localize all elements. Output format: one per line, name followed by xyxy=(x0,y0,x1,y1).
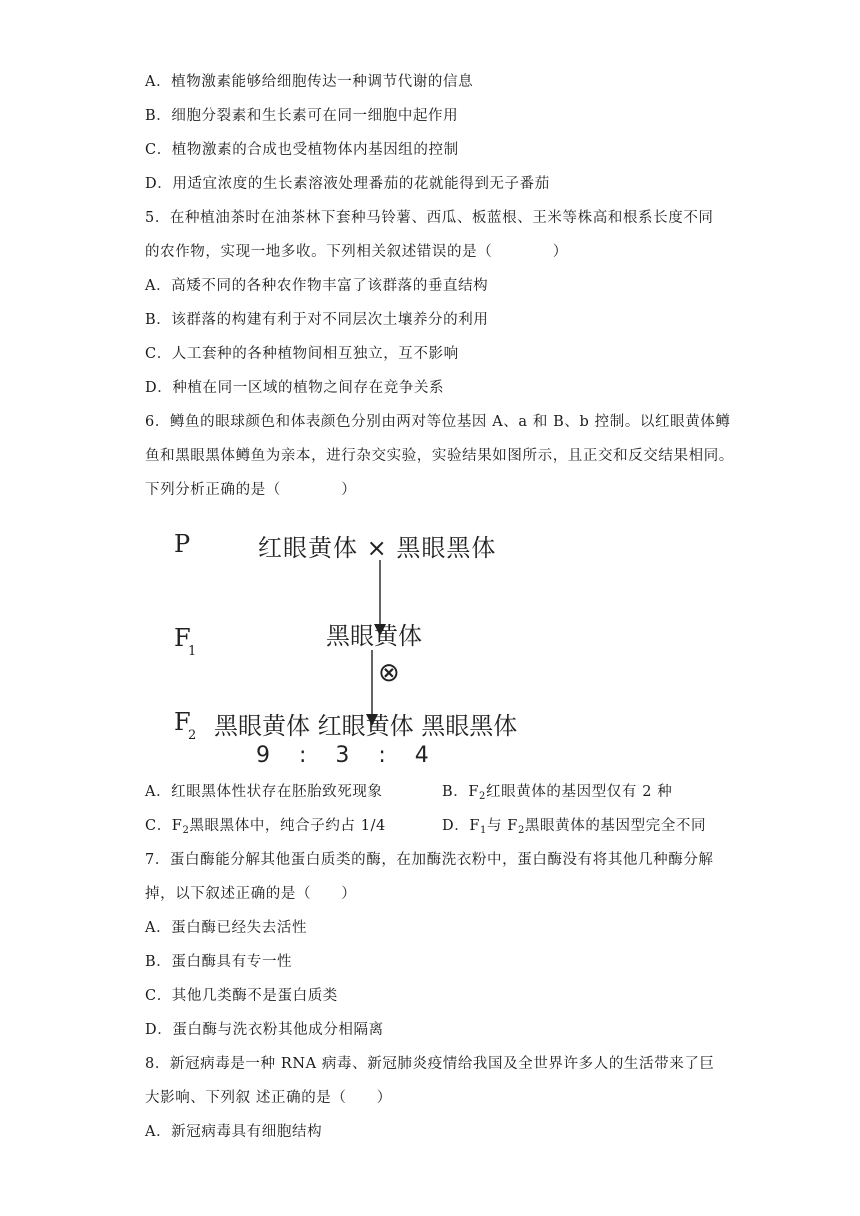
q6-option-d-subscript-1: 1 xyxy=(480,825,487,836)
p-cross-text: 红眼黄体 × 黑眼黑体 xyxy=(258,534,497,562)
q6-option-b xyxy=(442,782,672,807)
q6-option-d-mid: 与 F xyxy=(486,818,518,834)
q6-option-a: A．红眼黑体性状存在胚胎致死现象 xyxy=(145,784,383,800)
f1-label-text: F xyxy=(174,624,191,652)
q4-option-c: C．植物激素的合成也受植物体内基因组的控制 xyxy=(145,142,459,158)
f2-generation-label xyxy=(174,708,197,743)
q6-option-c xyxy=(145,816,386,841)
f2-label-text: F xyxy=(174,708,191,736)
q6-option-b-subscript: 2 xyxy=(479,791,486,802)
q7-option-c: C．其他几类酶不是蛋白质类 xyxy=(145,988,338,1004)
q6-option-c-prefix: C．F xyxy=(145,818,183,834)
f1-generation-label xyxy=(174,624,197,659)
q5-option-a: A．高矮不同的各种农作物丰富了该群落的垂直结构 xyxy=(145,278,489,294)
q8-stem-line-1: 8．新冠病毒是一种 RNA 病毒、新冠肺炎疫情给我国及全世界许多人的生活带来了巨 xyxy=(145,1056,715,1072)
q4-option-b: B．细胞分裂素和生长素可在同一细胞中起作用 xyxy=(145,108,459,124)
q6-option-d xyxy=(442,816,706,841)
f1-phenotype: 黑眼黄体 xyxy=(326,622,422,650)
f1-label-subscript: 1 xyxy=(188,644,197,659)
q5-stem-line-2: 的农作物，实现一地多收。下列相关叙述错误的是（ ） xyxy=(145,244,568,260)
q6-option-b-prefix: B．F xyxy=(442,784,480,800)
q6-option-d-prefix: D．F xyxy=(442,818,480,834)
f2-label-subscript: 2 xyxy=(188,728,197,743)
q6-stem-line-3: 下列分析正确的是（ ） xyxy=(145,482,357,498)
q6-option-b-text: 红眼黄体的基因型仅有 2 种 xyxy=(486,784,673,800)
q5-option-b: B．该群落的构建有利于对不同层次土壤养分的利用 xyxy=(145,312,489,328)
q5-option-c: C．人工套种的各种植物间相互独立，互不影响 xyxy=(145,346,459,362)
f2-ratio: 9 : 3 : 4 xyxy=(256,743,429,768)
q7-option-b: B．蛋白酶具有专一性 xyxy=(145,954,293,970)
q4-option-d: D．用适宜浓度的生长素溶液处理番茄的花就能得到无子番茄 xyxy=(145,176,550,192)
q7-option-a: A．蛋白酶已经失去活性 xyxy=(145,920,308,936)
q5-option-d: D．种植在同一区域的植物之间存在竞争关系 xyxy=(145,380,445,396)
q5-stem-line-1: 5．在种植油茶时在油茶林下套种马铃薯、西瓜、板蓝根、王米等株高和根系长度不同 xyxy=(145,210,714,226)
q7-option-d: D．蛋白酶与洗衣粉其他成分相隔离 xyxy=(145,1022,384,1038)
q6-stem-line-2: 鱼和黑眼黑体鳟鱼为亲本，进行杂交实验，实验结果如图所示，且正交和反交结果相同。 xyxy=(145,448,734,464)
q7-stem-line-1: 7．蛋白酶能分解其他蛋白质类的酶，在加酶洗衣粉中，蛋白酶没有将其他几种酶分解 xyxy=(145,852,714,868)
cross-diagram xyxy=(170,520,550,770)
q7-stem-line-2: 掉，以下叙述正确的是（ ） xyxy=(145,886,357,902)
q4-option-a: A．植物激素能够给细胞传达一种调节代谢的信息 xyxy=(145,74,474,90)
q8-stem-line-2: 大影响、下列叙 述正确的是（ ） xyxy=(145,1090,392,1106)
selfing-icon: ⊗ xyxy=(378,658,400,688)
q6-option-d-text: 黑眼黄体的基因型完全不同 xyxy=(524,818,707,834)
f2-phenotypes: 黑眼黄体 红眼黄体 黑眼黑体 xyxy=(214,712,518,740)
q8-option-a: A．新冠病毒具有细胞结构 xyxy=(145,1124,323,1140)
q6-stem-line-1: 6．鳟鱼的眼球颜色和体表颜色分别由两对等位基因 A、a 和 B、b 控制。以红眼黄体鳟 xyxy=(145,414,731,430)
q6-option-c-subscript: 2 xyxy=(182,825,190,836)
q6-option-c-text: 黑眼黑体中，纯合子约占 1/4 xyxy=(189,818,386,834)
q6-option-d-subscript-2: 2 xyxy=(517,825,525,836)
p-generation-label: P xyxy=(174,530,191,558)
